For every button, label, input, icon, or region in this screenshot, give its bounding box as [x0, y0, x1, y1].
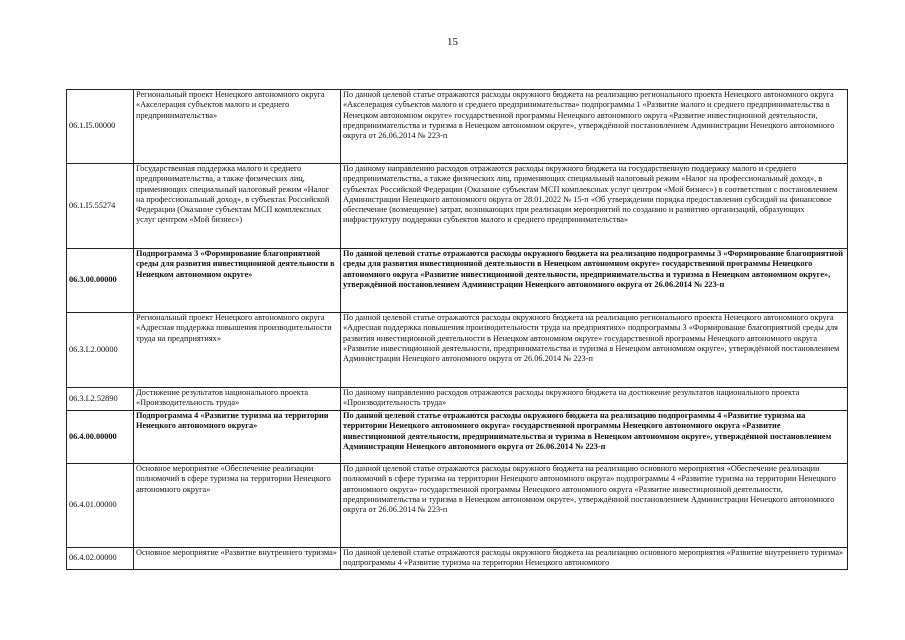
target-article-code: 06.4.00.00000 — [67, 411, 134, 464]
table-row — [67, 411, 848, 464]
page-number: 15 — [447, 36, 458, 48]
target-article-name: Государственная поддержка малого и среднего предпринимательства, а также физических лиц, применяющих специальный налоговый режим «Налог на профессиональный доход», в субъектах Российской Федерации (Оказание субъектам МСП комплексных услуг центром «Мой бизнес») — [134, 164, 341, 249]
target-article-description: По данной целевой статье отражаются расходы окружного бюджета на реализацию подпрограммы 3 «Формирование благоприятной среды для развития инвестиционной деятельности в Ненецком автономном округе» государственной программы Ненецкого автономного округа «Развитие инвестиционной деятельности, предпринимательства и туризма в Ненецком автономном округе», утверждённой постановлением Администрации Ненецкого автономного округа от 26.06.2014 № 223-п — [341, 249, 848, 313]
target-article-name: Региональный проект Ненецкого автономного округа «Адресная поддержка повышения производительности труда на предприятиях» — [134, 313, 341, 388]
target-article-name: Основное мероприятие «Обеспечение реализации полномочий в сфере туризма на территории Ненецкого автономного округа» — [134, 464, 341, 548]
table-row — [67, 548, 848, 570]
target-article-code: 06.4.02.00000 — [67, 548, 134, 570]
target-article-name: Подпрограмма 3 «Формирование благоприятной среды для развития инвестиционной деятельности в Ненецком автономном округе» — [134, 249, 341, 313]
target-article-description: По данной целевой статье отражаются расходы окружного бюджета на реализацию подпрограммы 4 «Развитие туризма на территории Ненецкого автономного округа» государственной программы Ненецкого автономного округа «Развитие инвестиционной деятельности, предпринимательства и туризма в Ненецком автономном округе», утверждённой постановлением Администрации Ненецкого автономного округа от 26.06.2014 № 223-п — [341, 411, 848, 464]
target-article-name: Достижение результатов национального проекта «Производительность труда» — [134, 388, 341, 411]
target-article-code: 06.3.L2.00000 — [67, 313, 134, 388]
table-row — [67, 464, 848, 548]
target-article-description: По данному направлению расходов отражаются расходы окружного бюджета на достижение результатов национального проекта «Производительность труда» — [341, 388, 848, 411]
target-article-description: По данной целевой статье отражаются расходы окружного бюджета на реализацию основного мероприятия «Развитие внутреннего туризма» подпрограммы 4 «Развитие туризма на территории Ненецкого автономного — [341, 548, 848, 570]
target-article-description: По данной целевой статье отражаются расходы окружного бюджета на реализацию регионального проекта Ненецкого автономного округа «Адресная поддержка повышения производительности труда на предприятиях» подпрограммы 3 «Формирование благоприятной среды для развития инвестиционной деятельности в Ненецком автономном округе» государственной программы Ненецкого автономного округа «Развитие инвестиционной деятельности, предпринимательства и туризма в Ненецком автономном округе», утверждённой постановлением Администрации Ненецкого автономного округа от 26.06.2014 № 223-п — [341, 313, 848, 388]
table-row — [67, 164, 848, 249]
target-article-description: По данной целевой статье отражаются расходы окружного бюджета на реализацию основного мероприятия «Обеспечение реализации полномочий в сфере туризма на территории Ненецкого автономного округа» подпрограммы 4 «Развитие туризма на территории Ненецкого автономного округа» государственной программы Ненецкого автономного округа «Развитие инвестиционной деятельности, предпринимательства и туризма в Ненецком автономном округе», утверждённой постановлением Администрации Ненецкого автономного округа от 26.06.2014 № 223-п — [341, 464, 848, 548]
target-article-name: Региональный проект Ненецкого автономного округа «Акселерация субъектов малого и среднего предпринимательства» — [134, 90, 341, 164]
target-article-name: Основное мероприятие «Развитие внутреннего туризма» — [134, 548, 341, 570]
table-row — [67, 313, 848, 388]
table-row — [67, 249, 848, 313]
budget-classification-table — [66, 89, 848, 570]
table-row — [67, 90, 848, 164]
target-article-code: 06.1.I5.55274 — [67, 164, 134, 249]
table-row — [67, 388, 848, 411]
target-article-description: По данному направлению расходов отражаются расходы окружного бюджета на государственную поддержку малого и среднего предпринимательства, а также физических лиц, применяющих специальный налоговый режим «Налог на профессиональный доход», в субъектах Российской Федерации (Оказание субъектам МСП комплексных услуг центром «Мой бизнес») в соответствии с постановлением Администрации Ненецкого автономного округа от 28.01.2022 № 15-п «Об утверждении порядка предоставления субсидий на финансовое обеспечение (возмещение) затрат, возникающих при реализации мероприятий по созданию и развитию организаций, образующих инфраструктуру поддержки субъектов малого и среднего предпринимательства» — [341, 164, 848, 249]
target-article-code: 06.1.I5.00000 — [67, 90, 134, 164]
target-article-code: 06.4.01.00000 — [67, 464, 134, 548]
target-article-description: По данной целевой статье отражаются расходы окружного бюджета на реализацию регионального проекта Ненецкого автономного округа «Акселерация субъектов малого и среднего предпринимательства» подпрограммы 1 «Развитие малого и среднего предпринимательства в Ненецком автономном округе» государственной программы Ненецкого автономного округа «Развитие инвестиционной деятельности, предпринимательства и туризма в Ненецком автономном округе», утверждённой постановлением Администрации Ненецкого автономного округа от 26.06.2014 № 223-п — [341, 90, 848, 164]
target-article-code: 06.3.L2.52890 — [67, 388, 134, 411]
target-article-name: Подпрограмма 4 «Развитие туризма на территории Ненецкого автономного округа» — [134, 411, 341, 464]
target-article-code: 06.3.00.00000 — [67, 249, 134, 313]
